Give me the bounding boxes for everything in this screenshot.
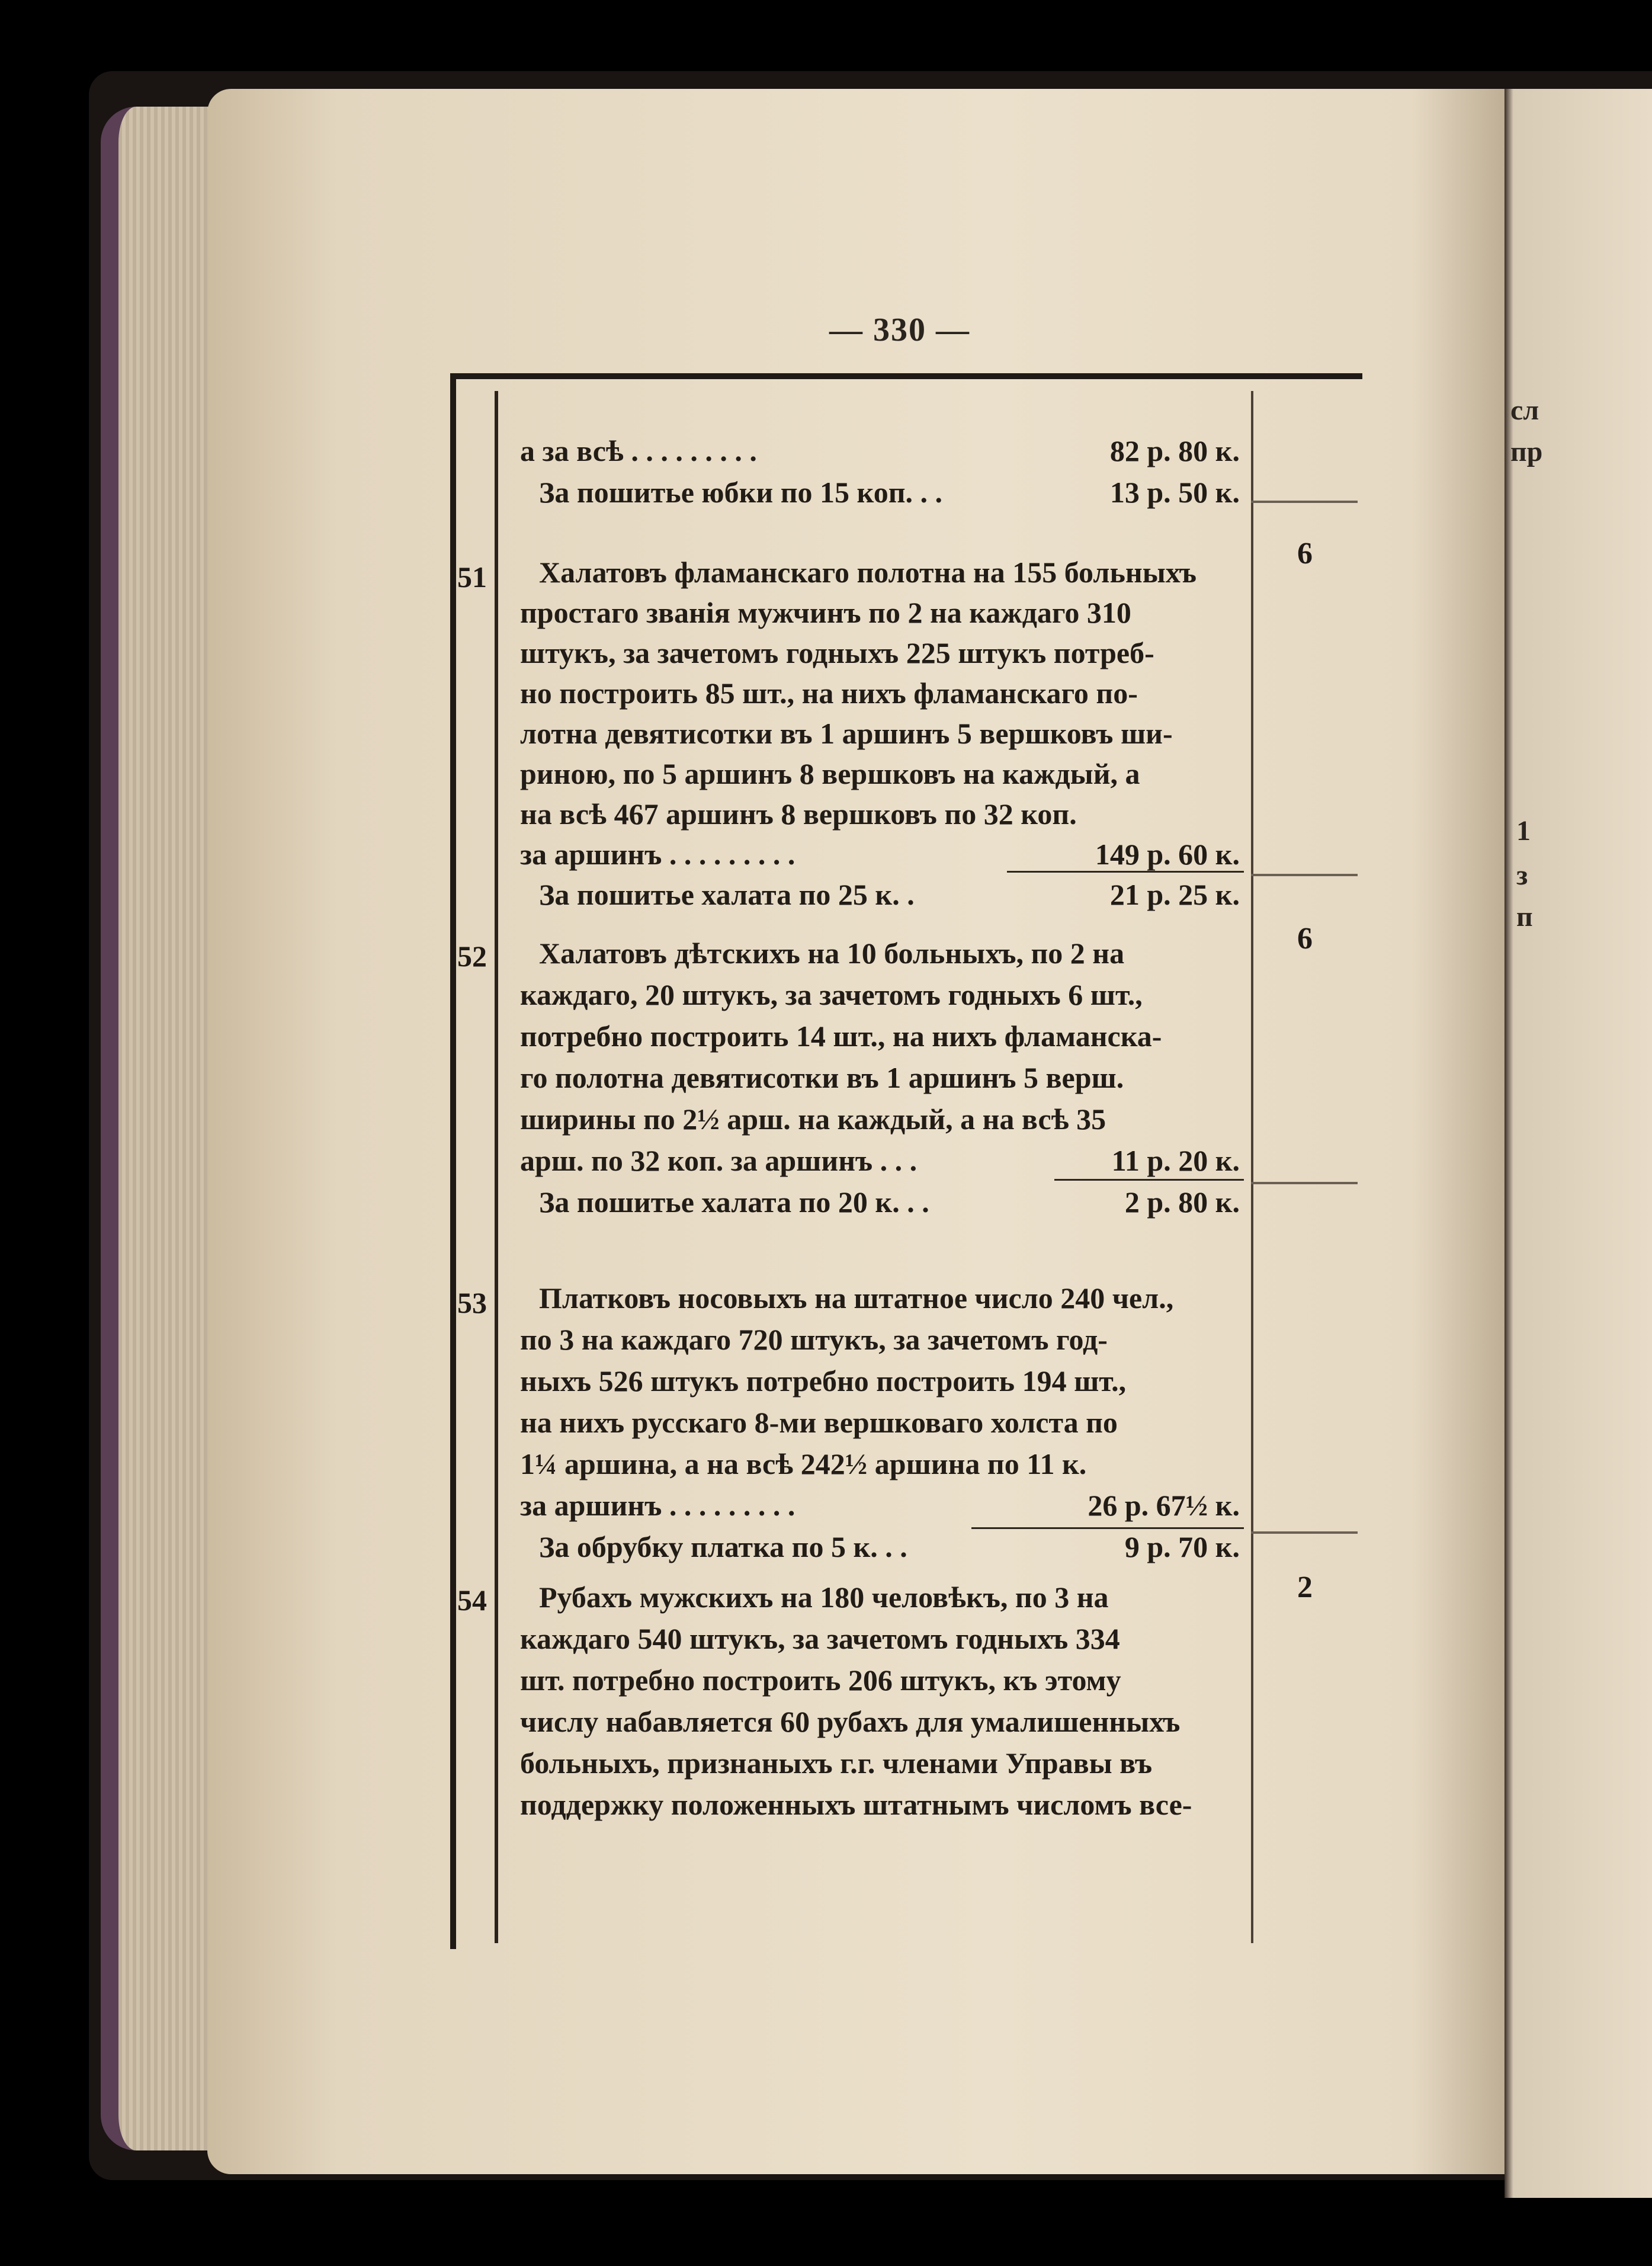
next-page-fragment: сл — [1510, 395, 1539, 426]
next-page-fragment: 1 — [1516, 815, 1531, 847]
table-row-line: Рубахъ мужскихъ на 180 человѣкъ, по 3 на — [539, 1581, 1109, 1614]
table-row-line: шт. потребно построить 206 штукъ, къ этому — [520, 1664, 1121, 1697]
entry-number: 54 — [457, 1584, 487, 1617]
table-row-line: ныхъ 526 штукъ потребно построить 194 шт., — [520, 1364, 1127, 1398]
entry-quantity: 2 — [1297, 1571, 1313, 1604]
next-page-fragment: пр — [1510, 436, 1543, 467]
table-row-line: потребно построить 14 шт., на нихъ фламанска- — [520, 1020, 1162, 1053]
table-row-line: каждаго 540 штукъ, за зачетомъ годныхъ 334 — [520, 1622, 1120, 1655]
quantity-column-rule — [1251, 391, 1253, 1943]
table-row-line: за аршинъ . . . . . . . . . 26 р. 67½ к. — [520, 1489, 1240, 1522]
entry-number: 53 — [457, 1286, 487, 1319]
table-row-line: каждаго, 20 штукъ, за зачетомъ годныхъ 6 шт., — [520, 978, 1143, 1011]
table-row-line: За обрубку платка по 5 к. . . 9 р. 70 к. — [539, 1530, 1240, 1563]
table-row-line: риною, по 5 аршинъ 8 вершковъ на каждый, а — [520, 757, 1140, 790]
next-page-edge — [1505, 89, 1652, 2198]
table-row-line: лотна девятисотки въ 1 аршинъ 5 вершковъ ши- — [520, 717, 1173, 750]
entry-number: 51 — [457, 560, 487, 594]
table-row-line: штукъ, за зачетомъ годныхъ 225 штукъ потреб- — [520, 636, 1154, 669]
table-row-line: поддержку положенныхъ штатнымъ числомъ все- — [520, 1788, 1192, 1821]
row-separator — [1251, 874, 1358, 876]
entry-quantity: 6 — [1297, 922, 1313, 956]
number-column-rule — [495, 391, 498, 1943]
table-row-line: на всѣ 467 аршинъ 8 вершковъ по 32 коп. — [520, 797, 1077, 831]
table-row-line: За пошитье юбки по 15 коп. . . 13 р. 50 к. — [539, 476, 1240, 509]
page-number: — 330 — — [829, 312, 970, 348]
table-row-line: За пошитье халата по 25 к. . 21 р. 25 к. — [539, 878, 1240, 911]
table-row-line: но построить 85 шт., на нихъ фламанскаго по- — [520, 677, 1138, 710]
subtotal-rule — [971, 1527, 1244, 1529]
table-row-line: по 3 на каждаго 720 штукъ, за зачетомъ год- — [520, 1323, 1108, 1356]
table-row-line: ширины по 2½ арш. на каждый, а на всѣ 35 — [520, 1102, 1106, 1136]
subtotal-rule — [1054, 1179, 1244, 1181]
subtotal-rule — [1007, 871, 1244, 873]
next-page-fragment: з — [1516, 860, 1528, 891]
table-row-line: больныхъ, признаныхъ г.г. членами Управы въ — [520, 1746, 1153, 1780]
table-row-line: За пошитье халата по 20 к. . . 2 р. 80 к. — [539, 1185, 1240, 1219]
table-row-line: Халатовъ дѣтскихъ на 10 больныхъ, по 2 на — [539, 937, 1125, 970]
table-row-line: 1¼ аршина, а на всѣ 242½ аршина по 11 к. — [520, 1447, 1087, 1480]
table-row-line: за аршинъ . . . . . . . . . 149 р. 60 к. — [520, 838, 1240, 871]
table-row-line: Халатовъ фламанскаго полотна на 155 больныхъ — [539, 556, 1197, 589]
next-page-fragment: п — [1516, 901, 1533, 932]
table-row-line: арш. по 32 коп. за аршинъ . . . 11 р. 20 к. — [520, 1144, 1240, 1177]
entry-quantity: 6 — [1297, 537, 1313, 570]
entry-number: 52 — [457, 940, 487, 973]
row-separator — [1251, 1531, 1358, 1534]
row-separator — [1251, 501, 1358, 503]
table-row-line: а за всѣ . . . . . . . . . 82 р. 80 к. — [520, 434, 1240, 467]
table-row-line: простаго званія мужчинъ по 2 на каждаго 310 — [520, 596, 1131, 629]
table-row-line: Платковъ носовыхъ на штатное число 240 чел., — [539, 1281, 1174, 1315]
table-row-line: го полотна девятисотки въ 1 аршинъ 5 верш. — [520, 1061, 1124, 1094]
table-row-line: числу набавляется 60 рубахъ для умалишенныхъ — [520, 1705, 1181, 1738]
table-row-line: на нихъ русскаго 8-ми вершковаго холста по — [520, 1406, 1118, 1439]
row-separator — [1251, 1182, 1358, 1184]
